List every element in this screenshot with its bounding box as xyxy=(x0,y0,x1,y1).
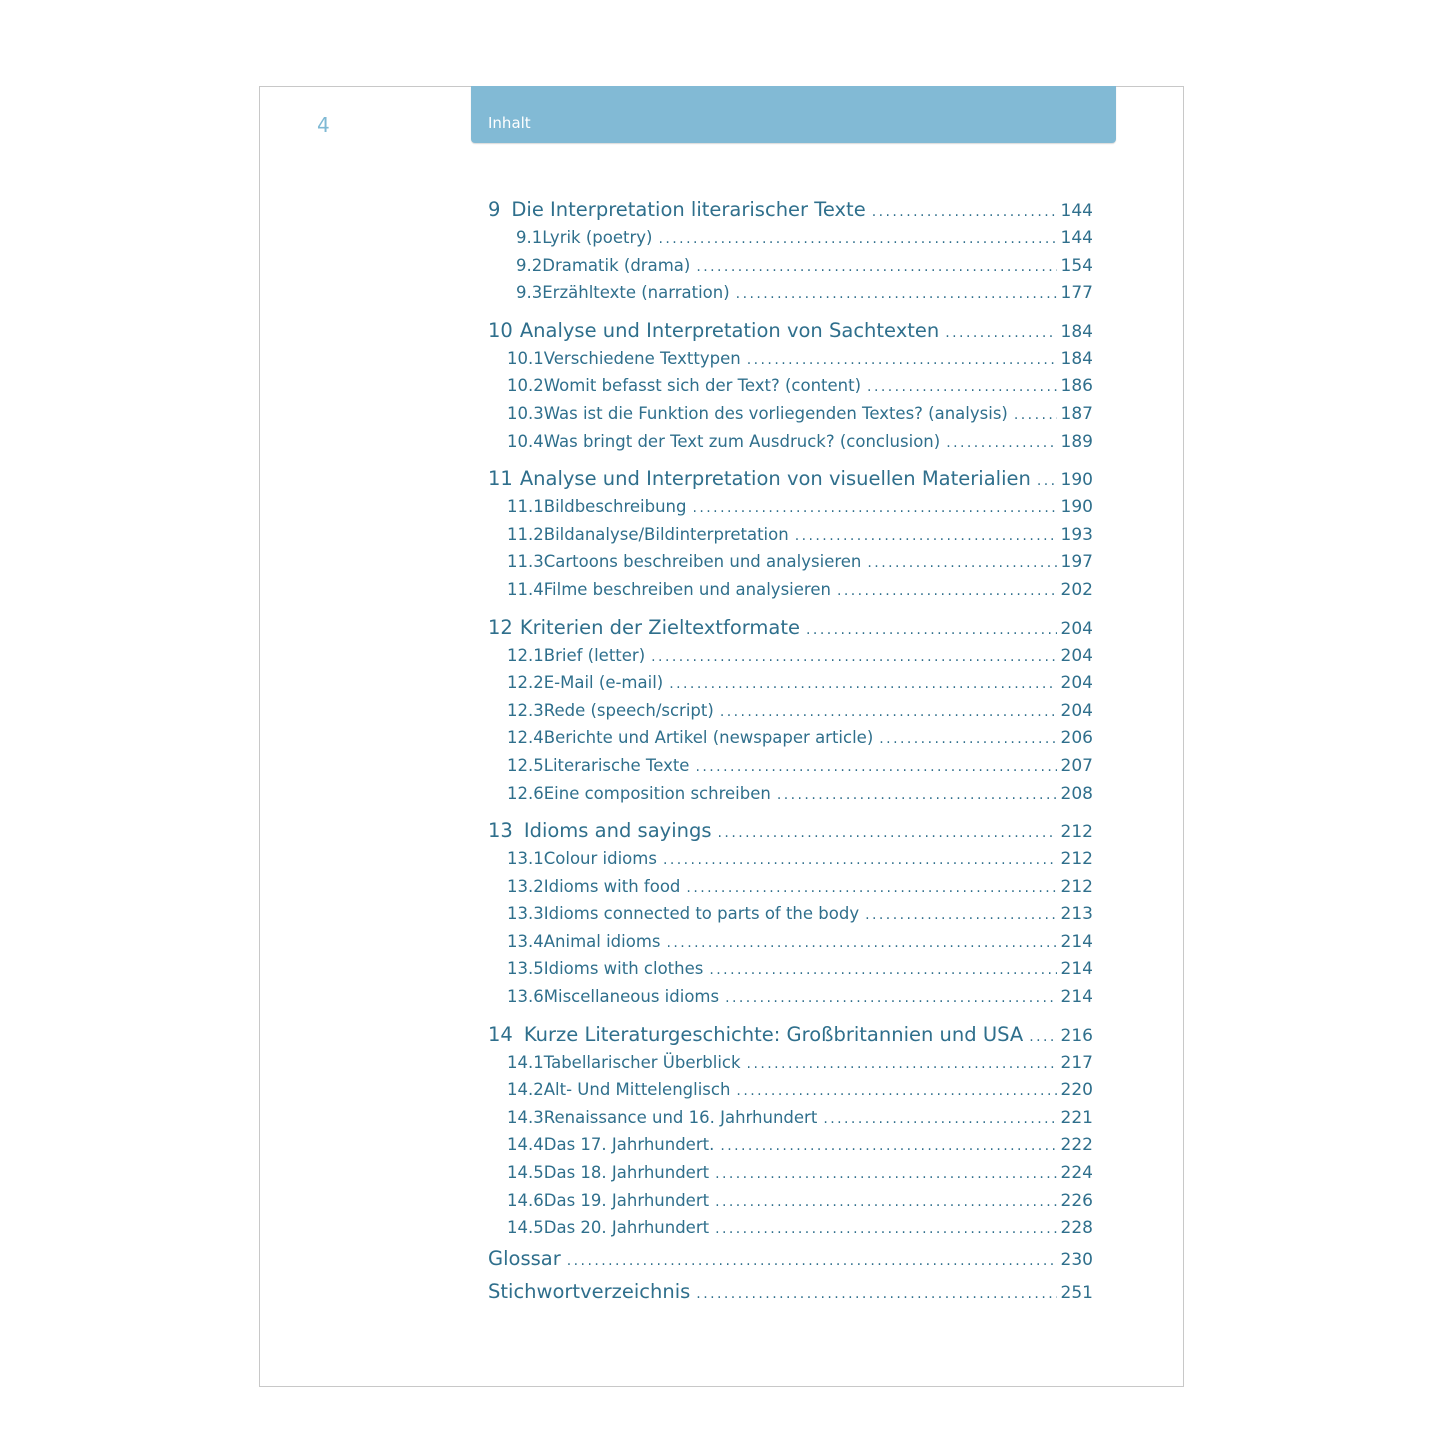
dot-leader xyxy=(736,279,1057,309)
section-page: 206 xyxy=(1060,728,1093,749)
toc-section-10-1[interactable] xyxy=(488,345,1093,373)
chapter-page: 216 xyxy=(1060,1025,1093,1046)
header-bar xyxy=(471,86,1116,143)
section-number: 10.1 xyxy=(507,348,544,368)
section-number: 12.1 xyxy=(507,645,544,665)
section-page: 189 xyxy=(1060,431,1093,452)
section-page: 214 xyxy=(1060,987,1093,1008)
toc-section-9-2[interactable] xyxy=(488,252,1093,280)
dot-leader xyxy=(651,642,1056,672)
section-page: 208 xyxy=(1060,783,1093,804)
section-page: 220 xyxy=(1060,1080,1093,1101)
section-number: 14.5 xyxy=(507,1218,544,1238)
section-title: Das 17. Jahrhundert. xyxy=(543,1135,715,1155)
section-number: 13.1 xyxy=(507,849,544,869)
section-title: Cartoons beschreiben und analysieren xyxy=(543,552,862,572)
toc-index[interactable] xyxy=(488,1275,1093,1308)
chapter-number: 12 xyxy=(488,615,513,639)
dot-leader xyxy=(695,752,1056,782)
section-page: 202 xyxy=(1060,579,1093,600)
book-page xyxy=(259,86,1184,1387)
toc-section-13-4[interactable] xyxy=(488,928,1093,956)
chapter-number: 10 xyxy=(488,318,513,342)
section-title: Colour idioms xyxy=(543,849,657,869)
chapter-title: Die Interpretation literarischer Texte xyxy=(511,198,866,221)
dot-leader xyxy=(1037,465,1057,495)
dot-leader xyxy=(823,1104,1056,1134)
section-page: 187 xyxy=(1060,403,1093,424)
section-number: 12.3 xyxy=(507,700,544,720)
chapter-title: Kriterien der Zieltextformate xyxy=(519,615,801,639)
section-title: Was ist die Funktion des vorliegenden Textes? (analysis) xyxy=(543,403,1008,423)
dot-leader xyxy=(946,428,1056,458)
toc-section-12-2[interactable] xyxy=(488,669,1093,697)
chapter-title: Analyse und Interpretation von visuellen Materialien xyxy=(519,467,1031,491)
section-number: 14.3 xyxy=(507,1107,544,1127)
section-number: 11.2 xyxy=(507,524,544,544)
index-page: 251 xyxy=(1060,1282,1093,1303)
toc-section-10-3[interactable] xyxy=(488,400,1093,428)
chapter-page: 212 xyxy=(1060,822,1093,843)
toc-section-13-6[interactable] xyxy=(488,983,1093,1011)
toc-chapter-10[interactable] xyxy=(488,317,1093,345)
dot-leader xyxy=(867,548,1056,578)
toc-section-14-1[interactable] xyxy=(488,1049,1093,1077)
section-title: Filme beschreiben und analysieren xyxy=(543,579,831,599)
section-title: Bildanalyse/Bildinterpretation xyxy=(543,524,789,544)
dot-leader xyxy=(736,1076,1056,1106)
dot-leader xyxy=(567,1242,1057,1278)
dot-leader xyxy=(837,576,1057,606)
dot-leader xyxy=(696,1275,1056,1311)
dot-leader xyxy=(686,873,1056,903)
section-page: 154 xyxy=(1060,255,1093,276)
toc-section-14-5[interactable] xyxy=(488,1159,1093,1187)
section-page: 190 xyxy=(1060,497,1093,518)
section-title: Womit befasst sich der Text? (content) xyxy=(543,376,862,396)
toc-section-12-1[interactable] xyxy=(488,642,1093,670)
dot-leader xyxy=(795,521,1057,551)
dot-leader xyxy=(879,724,1056,754)
dot-leader xyxy=(777,780,1057,810)
section-number: 14.1 xyxy=(507,1052,544,1072)
section-page: 222 xyxy=(1060,1135,1093,1156)
section-title: Lyrik (poetry) xyxy=(542,228,653,247)
section-page: 212 xyxy=(1060,876,1093,897)
toc-section-11-3[interactable] xyxy=(488,548,1093,576)
toc-chapter-13[interactable] xyxy=(488,817,1093,845)
chapter-number: 11 xyxy=(488,467,513,491)
section-title: Dramatik (drama) xyxy=(542,255,691,275)
section-number: 10.3 xyxy=(507,403,544,423)
dot-leader xyxy=(663,845,1057,875)
section-page: 184 xyxy=(1060,348,1093,369)
toc-section-13-1[interactable] xyxy=(488,845,1093,873)
section-number: 12.6 xyxy=(507,783,544,803)
section-number: 9.1 xyxy=(516,228,543,247)
section-title: Idioms connected to parts of the body xyxy=(543,904,860,924)
toc-section-10-2[interactable] xyxy=(488,372,1093,400)
glossar-title: Glossar xyxy=(488,1246,561,1270)
toc-chapter-14[interactable] xyxy=(488,1021,1093,1049)
section-page: 214 xyxy=(1060,959,1093,980)
toc-section-14-7[interactable] xyxy=(488,1214,1093,1242)
section-title: Was bringt der Text zum Ausdruck? (conclusion) xyxy=(543,431,941,451)
dot-leader xyxy=(709,955,1056,985)
toc-section-11-1[interactable] xyxy=(488,493,1093,521)
section-title: Idioms with clothes xyxy=(543,959,704,979)
section-title: E-Mail (e-mail) xyxy=(543,673,664,693)
section-page: 214 xyxy=(1060,931,1093,952)
section-number: 13.5 xyxy=(507,959,544,979)
toc-section-14-2[interactable] xyxy=(488,1076,1093,1104)
toc-section-13-2[interactable] xyxy=(488,873,1093,901)
section-title: Alt- Und Mittelenglisch xyxy=(543,1080,731,1100)
section-number: 13.3 xyxy=(507,904,544,924)
toc-section-12-4[interactable] xyxy=(488,724,1093,752)
section-title: Tabellarischer Überblick xyxy=(543,1052,741,1072)
chapter-title: Analyse und Interpretation von Sachtexten xyxy=(519,318,940,342)
section-page: 228 xyxy=(1060,1218,1093,1239)
section-number: 14.6 xyxy=(507,1190,544,1210)
section-title: Idioms with food xyxy=(543,876,681,896)
page-number: 4 xyxy=(317,113,330,137)
section-number: 11.1 xyxy=(507,497,544,517)
section-number: 9.2 xyxy=(516,255,543,275)
toc-section-14-3[interactable] xyxy=(488,1104,1093,1132)
section-number: 12.2 xyxy=(507,673,544,693)
toc-section-11-2[interactable] xyxy=(488,521,1093,549)
section-number: 10.4 xyxy=(507,431,544,451)
toc-chapter-9[interactable] xyxy=(488,196,1093,224)
toc-section-11-4[interactable] xyxy=(488,576,1093,604)
dot-leader xyxy=(718,817,1057,847)
toc-section-9-1[interactable] xyxy=(488,224,1093,252)
toc-section-12-3[interactable] xyxy=(488,697,1093,725)
section-number: 14.4 xyxy=(507,1135,544,1155)
section-number: 13.2 xyxy=(507,876,544,896)
section-page: 186 xyxy=(1060,376,1093,397)
toc-section-14-6[interactable] xyxy=(488,1187,1093,1215)
chapter-number: 9 xyxy=(488,198,501,221)
section-page: 226 xyxy=(1060,1190,1093,1211)
toc-section-10-4[interactable] xyxy=(488,428,1093,456)
dot-leader xyxy=(747,1049,1057,1079)
section-title: Rede (speech/script) xyxy=(543,700,714,720)
section-title: Erzähltexte (narration) xyxy=(542,283,730,303)
dot-leader xyxy=(715,1187,1056,1217)
section-title: Animal idioms xyxy=(543,931,661,951)
section-number: 10.2 xyxy=(507,376,544,396)
section-page: 224 xyxy=(1060,1163,1093,1184)
chapter-number: 14 xyxy=(488,1022,513,1046)
index-title: Stichwortverzeichnis xyxy=(488,1279,691,1303)
section-page: 221 xyxy=(1060,1107,1093,1128)
section-number: 12.4 xyxy=(507,728,544,748)
section-page: 207 xyxy=(1060,755,1093,776)
section-page: 217 xyxy=(1060,1052,1093,1073)
toc-chapter-11[interactable] xyxy=(488,465,1093,493)
section-number: 12.5 xyxy=(507,755,544,775)
section-title: Das 18. Jahrhundert xyxy=(543,1163,710,1183)
toc-section-12-6[interactable] xyxy=(488,780,1093,808)
section-title: Literarische Texte xyxy=(543,755,690,775)
chapter-page: 190 xyxy=(1060,470,1093,491)
toc-section-9-3[interactable] xyxy=(488,279,1093,307)
section-page: 193 xyxy=(1060,524,1093,545)
dot-leader xyxy=(667,928,1057,958)
section-number: 11.4 xyxy=(507,579,544,599)
section-number: 9.3 xyxy=(516,283,543,303)
chapter-page: 184 xyxy=(1060,321,1093,342)
dot-leader xyxy=(720,697,1057,727)
dot-leader xyxy=(747,345,1057,375)
dot-leader xyxy=(865,900,1056,930)
section-page: 204 xyxy=(1060,645,1093,666)
dot-leader xyxy=(945,317,1056,347)
section-number: 14.2 xyxy=(507,1080,544,1100)
chapter-title: Idioms and sayings xyxy=(523,819,712,843)
section-page: 212 xyxy=(1060,849,1093,870)
dot-leader xyxy=(1014,400,1057,430)
toc-section-13-3[interactable] xyxy=(488,900,1093,928)
section-title: Bildbeschreibung xyxy=(543,497,687,517)
dot-leader xyxy=(1029,1021,1056,1051)
toc-section-12-5[interactable] xyxy=(488,752,1093,780)
section-title: Eine composition schreiben xyxy=(543,783,771,803)
chapter-title: Kurze Literaturgeschichte: Großbritannien und USA xyxy=(523,1022,1024,1046)
section-title: Brief (letter) xyxy=(543,645,646,665)
dot-leader xyxy=(658,224,1056,254)
chapter-number: 13 xyxy=(488,819,513,843)
header-title: Inhalt xyxy=(488,114,531,132)
toc-glossar[interactable] xyxy=(488,1242,1093,1275)
toc-section-14-4[interactable] xyxy=(488,1131,1093,1159)
section-page: 204 xyxy=(1060,700,1093,721)
dot-leader xyxy=(872,196,1057,226)
section-title: Renaissance und 16. Jahrhundert xyxy=(543,1107,818,1127)
section-page: 144 xyxy=(1060,228,1093,248)
section-number: 13.4 xyxy=(507,931,544,951)
dot-leader xyxy=(867,372,1057,402)
glossar-page: 230 xyxy=(1060,1249,1093,1270)
section-title: Das 19. Jahrhundert xyxy=(543,1190,710,1210)
section-number: 14.5 xyxy=(507,1163,544,1183)
section-page: 177 xyxy=(1060,283,1093,304)
section-title: Das 20. Jahrhundert xyxy=(543,1218,710,1238)
toc-section-13-5[interactable] xyxy=(488,955,1093,983)
dot-leader xyxy=(725,983,1056,1013)
dot-leader xyxy=(669,669,1056,699)
dot-leader xyxy=(715,1214,1056,1244)
section-number: 13.6 xyxy=(507,987,544,1007)
dot-leader xyxy=(696,252,1056,282)
chapter-page: 144 xyxy=(1060,201,1093,221)
dot-leader xyxy=(806,614,1057,644)
dot-leader xyxy=(720,1131,1056,1161)
toc-chapter-12[interactable] xyxy=(488,614,1093,642)
section-title: Berichte und Artikel (newspaper article) xyxy=(543,728,874,748)
section-page: 197 xyxy=(1060,552,1093,573)
section-number: 11.3 xyxy=(507,552,544,572)
table-of-contents xyxy=(488,196,1093,1308)
section-page: 213 xyxy=(1060,904,1093,925)
chapter-page: 204 xyxy=(1060,618,1093,639)
section-title: Miscellaneous idioms xyxy=(543,987,720,1007)
section-page: 204 xyxy=(1060,673,1093,694)
dot-leader xyxy=(715,1159,1056,1189)
dot-leader xyxy=(692,493,1056,523)
section-title: Verschiedene Texttypen xyxy=(543,348,741,368)
